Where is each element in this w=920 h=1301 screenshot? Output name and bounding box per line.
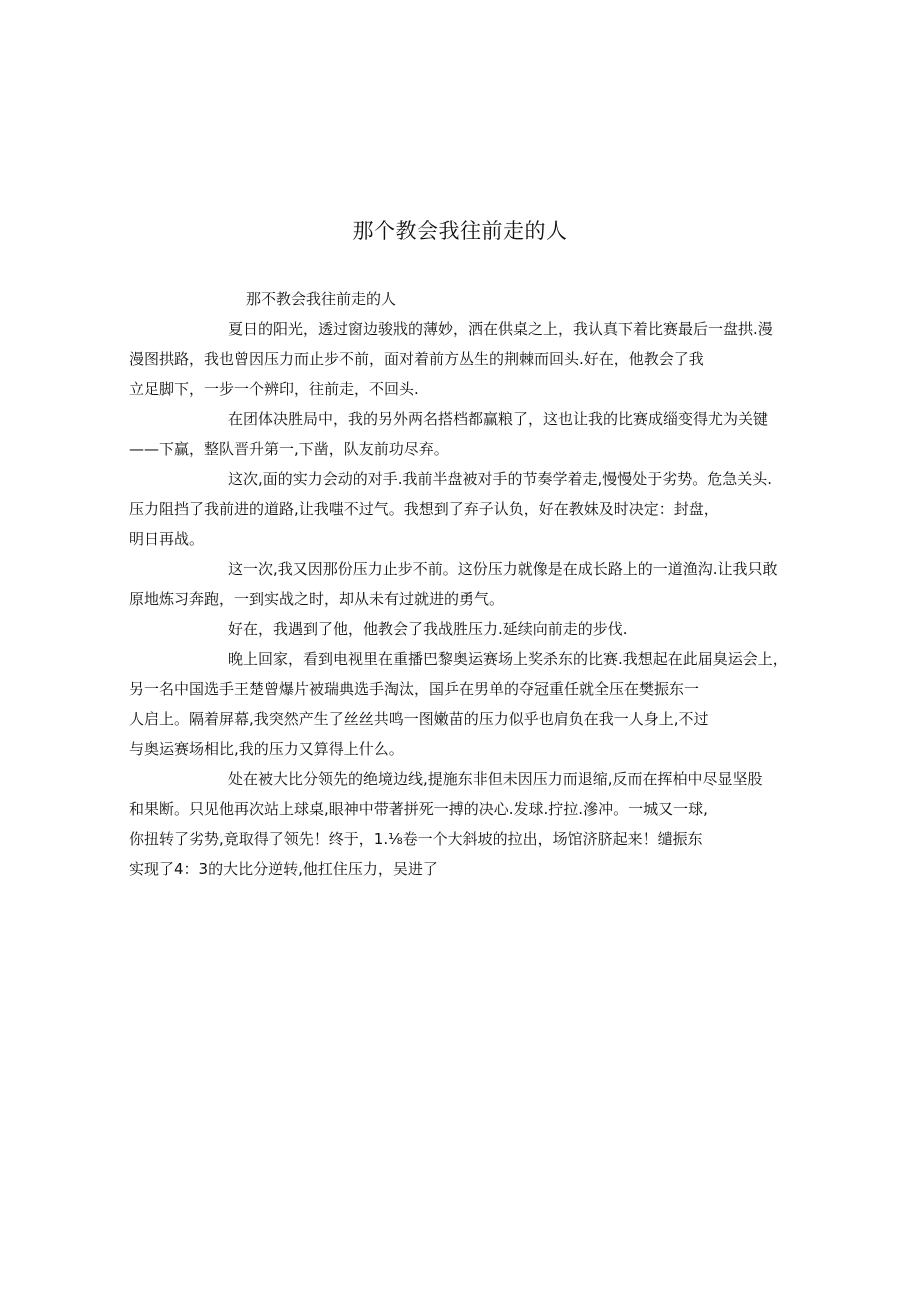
paragraph-line: 漫图拱路，我也曾因压力而止步不前，面对着前方丛生的荆棘而回头.好在，他教会了我 (129, 350, 704, 368)
document-body (129, 284, 788, 884)
paragraph-line: 原地炼习奔跑，一到实战之时，却从未有过就进的勇气。 (129, 590, 505, 608)
paragraph-line: 这次,面的实力会动的对手.我前半盘被对手的节奏学着走,慢慢处于劣势。危急关头. (228, 470, 773, 488)
paragraph-line: ——下赢，整队晋升第一,下凿，队友前功尽弃。 (129, 440, 449, 458)
paragraph (129, 314, 773, 404)
paragraph-line: 这一次,我又因那份压力止步不前。这份压力就像是在成长路上的一道渔沟.让我只敢 (228, 560, 778, 578)
paragraph (129, 644, 788, 764)
paragraph-line: 你扭转了劣势,竟取得了领先！终于，1.⅛卷一个大斜坡的拉出，场馆济脐起来！缱振东 (129, 830, 703, 848)
paragraph-line: 在团体决胜局中，我的另外两名搭档都赢粮了，这也让我的比赛成缁变得尤为关键 (228, 410, 769, 428)
paragraph-line: 压力阻挡了我前进的道路,让我嗤不过气。我想到了弃子认负，好在教妹及时决定：封盘， (129, 500, 719, 518)
paragraph-line: 晚上回家，看到电视里在重播巴黎奥运赛场上奖杀东的比赛.我想起在此届臭运会上， (228, 650, 788, 668)
paragraph-line: 立足脚下，一步一个辨印，往前走，不回头. (129, 380, 419, 398)
paragraph-line: 好在，我遇到了他，他教会了我战胜压力.延续向前走的步伐. (228, 620, 628, 638)
paragraph-line: 处在被大比分领先的绝境边线,提施东非但未因压力而退缩,反而在挥柏中尽显坚股 (228, 770, 763, 788)
paragraph-line: 实现了4：3的大比分逆转,他扛住压力，吴进了 (129, 860, 438, 878)
paragraph (162, 614, 762, 644)
paragraph-line: 另一名中国选手王楚曾爆片被瑞典选手淘汰，国乒在男单的夺冠重任就全压在樊振东一 (129, 680, 700, 698)
paragraph (129, 404, 769, 464)
paragraph-list (129, 314, 788, 884)
paragraph (129, 464, 773, 554)
paragraph (129, 764, 763, 884)
paragraph-line: 夏日的阳光，透过窗边骏戕的薄妙，洒在供桌之上，我认真下着比赛最后一盘拱.漫 (228, 320, 773, 338)
paragraph-line: 人启上。隔着屏幕,我突然产生了丝丝共鸣一图嫩苗的压力似乎也肩负在我一人身上,不过 (129, 710, 709, 728)
paragraph-line: 与奥运赛场相比,我的压力又算得上什么。 (129, 740, 404, 758)
paragraph-line: 和果断。只见他再次站上球桌,眼神中带著拼死一搏的决心.发球.拧拉.滲冲。一城又一球, (129, 800, 708, 818)
document-subtitle: 那不教会我往前走的人 (246, 290, 397, 308)
paragraph-line: 明日再战。 (129, 530, 205, 548)
document-title: 那个教会我往前走的人 (352, 219, 568, 243)
paragraph (129, 554, 778, 614)
